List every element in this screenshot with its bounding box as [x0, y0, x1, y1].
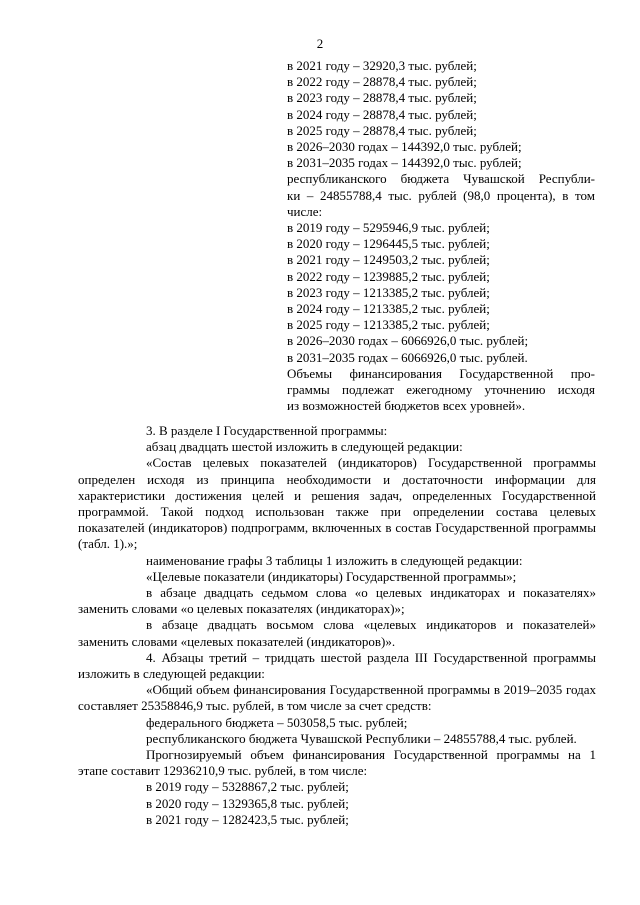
funding-line: в 2024 году – 1213385,2 тыс. рублей; [287, 301, 490, 317]
paragraph: «Целевые показатели (индикаторы) Государственной программы»; [146, 568, 517, 584]
funding-line: в 2022 году – 28878,4 тыс. рублей; [287, 74, 477, 90]
volumes-note-line: граммы подлежат ежегодному уточнению исходя [287, 382, 595, 398]
funding-line: в 2021 году – 1249503,2 тыс. рублей; [287, 252, 490, 268]
funding-line: в 2026–2030 годах – 144392,0 тыс. рублей; [287, 139, 522, 155]
funding-line: в 2021 году – 1282423,5 тыс. рублей; [146, 811, 349, 827]
volumes-note-line: Объемы финансирования Государственной про- [287, 365, 595, 381]
funding-breakdown-column [287, 58, 595, 414]
funding-line: в 2020 году – 1329365,8 тыс. рублей; [146, 795, 349, 811]
republican-budget-line: ки – 24855788,4 тыс. рублей (98,0 процента), в том [287, 187, 595, 203]
funding-line: в 2021 году – 32920,3 тыс. рублей; [287, 58, 477, 73]
volumes-note-line: из возможностей бюджетов всех уровней». [287, 398, 526, 414]
funding-line: в 2022 году – 1239885,2 тыс. рублей; [287, 268, 490, 284]
funding-line: в 2026–2030 годах – 6066926,0 тыс. рублей; [287, 333, 529, 349]
republican-budget-line: числе: [287, 203, 323, 219]
paragraph: федерального бюджета – 503058,5 тыс. рублей; [146, 714, 408, 730]
funding-line: в 2031–2035 годах – 144392,0 тыс. рублей; [287, 155, 522, 171]
funding-line: в 2024 году – 28878,4 тыс. рублей; [287, 106, 477, 122]
paragraph: республиканского бюджета Чувашской Республики – 24855788,4 тыс. рублей. [146, 730, 577, 746]
funding-line: в 2023 году – 1213385,2 тыс. рублей; [287, 284, 490, 300]
republican-budget-line: республиканского бюджета Чувашской Республи- [287, 171, 595, 187]
funding-line: в 2031–2035 годах – 6066926,0 тыс. рублей. [287, 349, 528, 365]
paragraph: наименование графы 3 таблицы 1 изложить в следующей редакции: [146, 552, 523, 568]
funding-line: в 2019 году – 5328867,2 тыс. рублей; [146, 779, 349, 795]
section-3-heading: 3. В разделе I Государственной программы: [146, 423, 388, 438]
paragraph: «Общий объем финансирования Государственной программы в 2019–2035 годах составляет 25358846,9 тыс. рублей, в том числе за счет средств: [78, 682, 596, 714]
paragraph: в абзаце двадцать восьмом слова «целевых индикаторов и показателей» заменить словами «целевых показателей (индикаторов)». [78, 617, 596, 649]
funding-line: в 2025 году – 1213385,2 тыс. рублей; [287, 317, 490, 333]
paragraph: Прогнозируемый объем финансирования Государственной программы на 1 этапе составит 12936210,9 тыс. рублей, в том числе: [78, 747, 596, 779]
funding-line: в 2019 году – 5295946,9 тыс. рублей; [287, 220, 490, 236]
funding-line: в 2025 году – 28878,4 тыс. рублей; [287, 122, 477, 138]
funding-line: в 2023 году – 28878,4 тыс. рублей; [287, 90, 477, 106]
paragraph: абзац двадцать шестой изложить в следующей редакции: [146, 439, 463, 455]
funding-line: в 2020 году – 1296445,5 тыс. рублей; [287, 236, 490, 252]
paragraph: в абзаце двадцать седьмом слова «о целевых индикаторах и показателях» заменить словами «о целевых показателях (индикаторах)»; [78, 585, 596, 617]
section-4-heading: 4. Абзацы третий – тридцать шестой раздела III Государственной программы изложить в следующей редакции: [78, 649, 596, 682]
page-number: 2 [316, 36, 324, 51]
document-body [78, 423, 596, 828]
paragraph: «Состав целевых показателей (индикаторов) Государственной программы определен исходя из принципа необходимости и достаточности информации для характеристики достижения целей и решения задач, определенных Государственной программой. Такой подход использован также при определении состава целевых показателей (индикаторов) подпрограмм, включенных в состав Государственной программы (табл. 1).»; [78, 455, 596, 552]
